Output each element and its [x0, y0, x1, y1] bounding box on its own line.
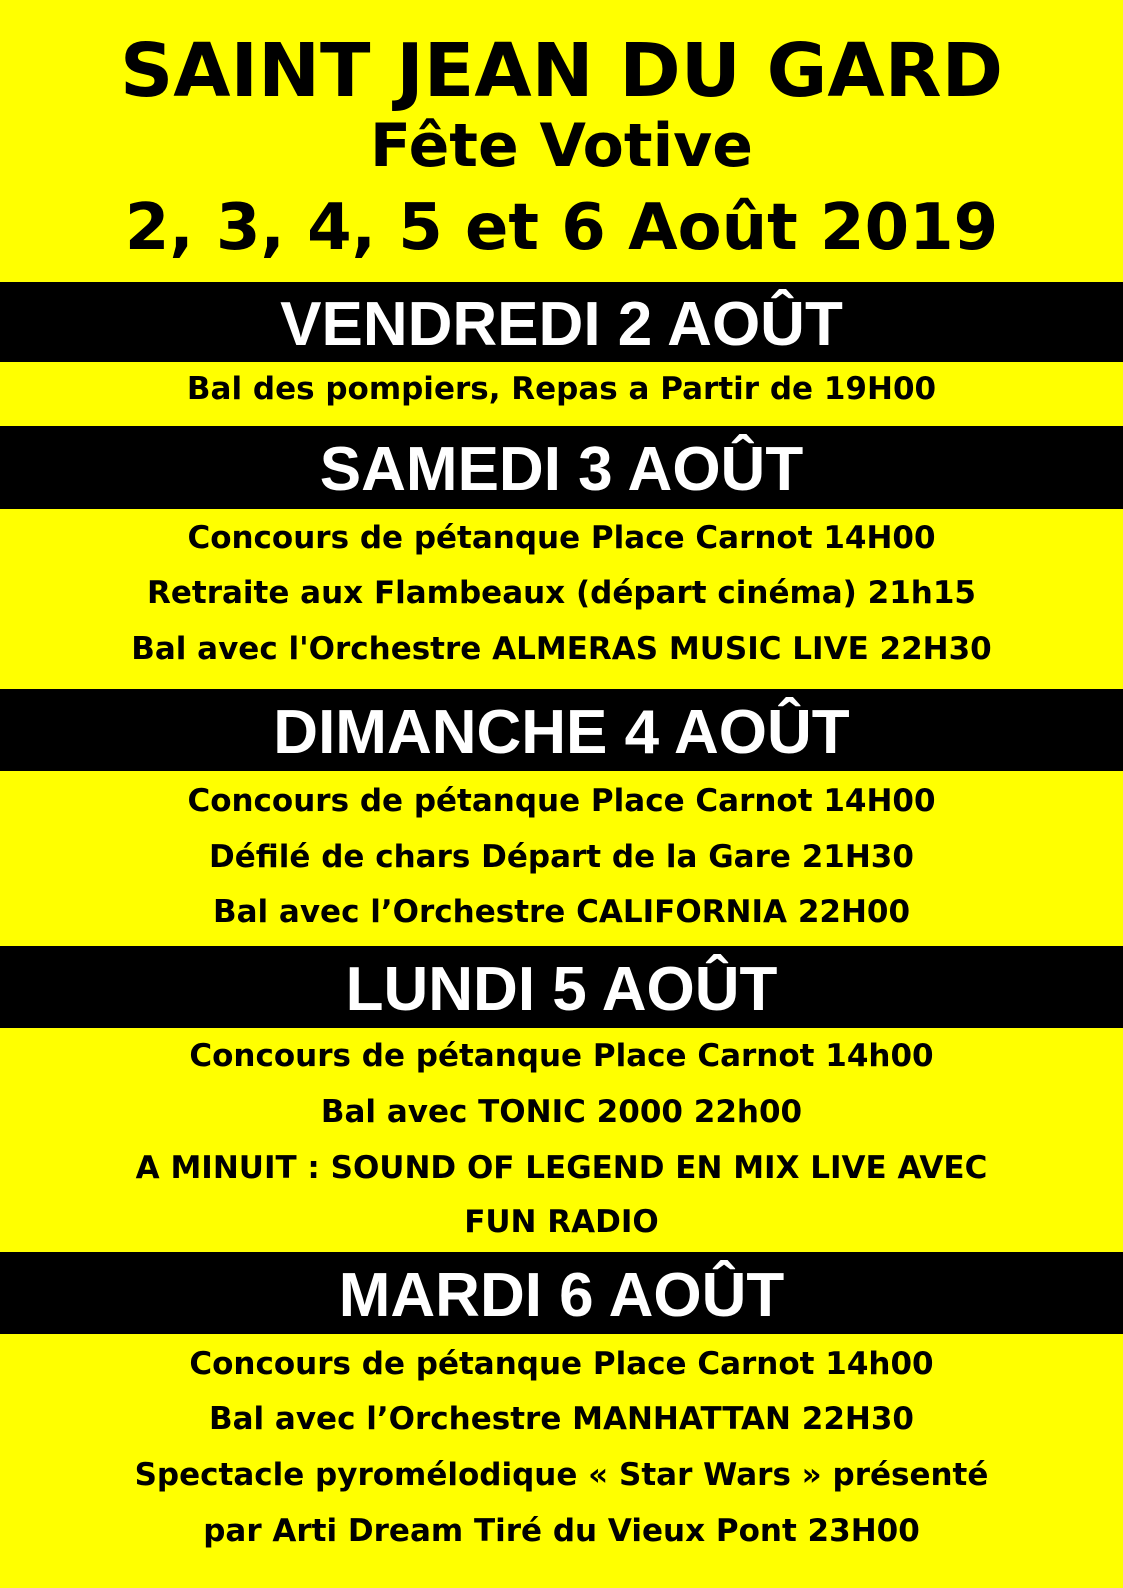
day-header-lundi: LUNDI 5 AOÛT: [0, 946, 1123, 1028]
schedule-line: Spectacle pyromélodique « Star Wars » présenté: [134, 1457, 989, 1493]
day-header-samedi: SAMEDI 3 AOÛT: [0, 426, 1123, 509]
schedule-line: A MINUIT : SOUND OF LEGEND EN MIX LIVE AVEC: [135, 1150, 988, 1186]
event-dates: 2, 3, 4, 5 et 6 Août 2019: [124, 191, 999, 265]
schedule-line: Retraite aux Flambeaux (départ cinéma) 21h15: [147, 575, 976, 611]
schedule-line: Bal des pompiers, Repas a Partir de 19H00: [186, 371, 937, 407]
schedule-line: Concours de pétanque Place Carnot 14h00: [189, 1346, 934, 1382]
schedule-line: Bal avec l'Orchestre ALMERAS MUSIC LIVE 22H30: [131, 631, 992, 667]
schedule-line: Concours de pétanque Place Carnot 14h00: [189, 1038, 934, 1074]
schedule-line: par Arti Dream Tiré du Vieux Pont 23H00: [203, 1513, 920, 1549]
schedule-line: Bal avec l’Orchestre MANHATTAN 22H30: [208, 1401, 915, 1437]
poster-title: SAINT JEAN DU GARD: [119, 28, 1003, 114]
schedule-line: FUN RADIO: [464, 1204, 659, 1240]
schedule-line: Concours de pétanque Place Carnot 14H00: [187, 520, 936, 556]
day-header-vendredi: VENDREDI 2 AOÛT: [0, 282, 1123, 362]
schedule-line: Concours de pétanque Place Carnot 14H00: [187, 783, 936, 819]
schedule-line: Bal avec TONIC 2000 22h00: [320, 1094, 803, 1130]
schedule-line: Défilé de chars Départ de la Gare 21H30: [209, 839, 914, 875]
schedule-line: Bal avec l’Orchestre CALIFORNIA 22H00: [212, 894, 911, 930]
event-name: Fête Votive: [370, 111, 753, 181]
day-header-mardi: MARDI 6 AOÛT: [0, 1252, 1123, 1334]
day-header-dimanche: DIMANCHE 4 AOÛT: [0, 689, 1123, 771]
